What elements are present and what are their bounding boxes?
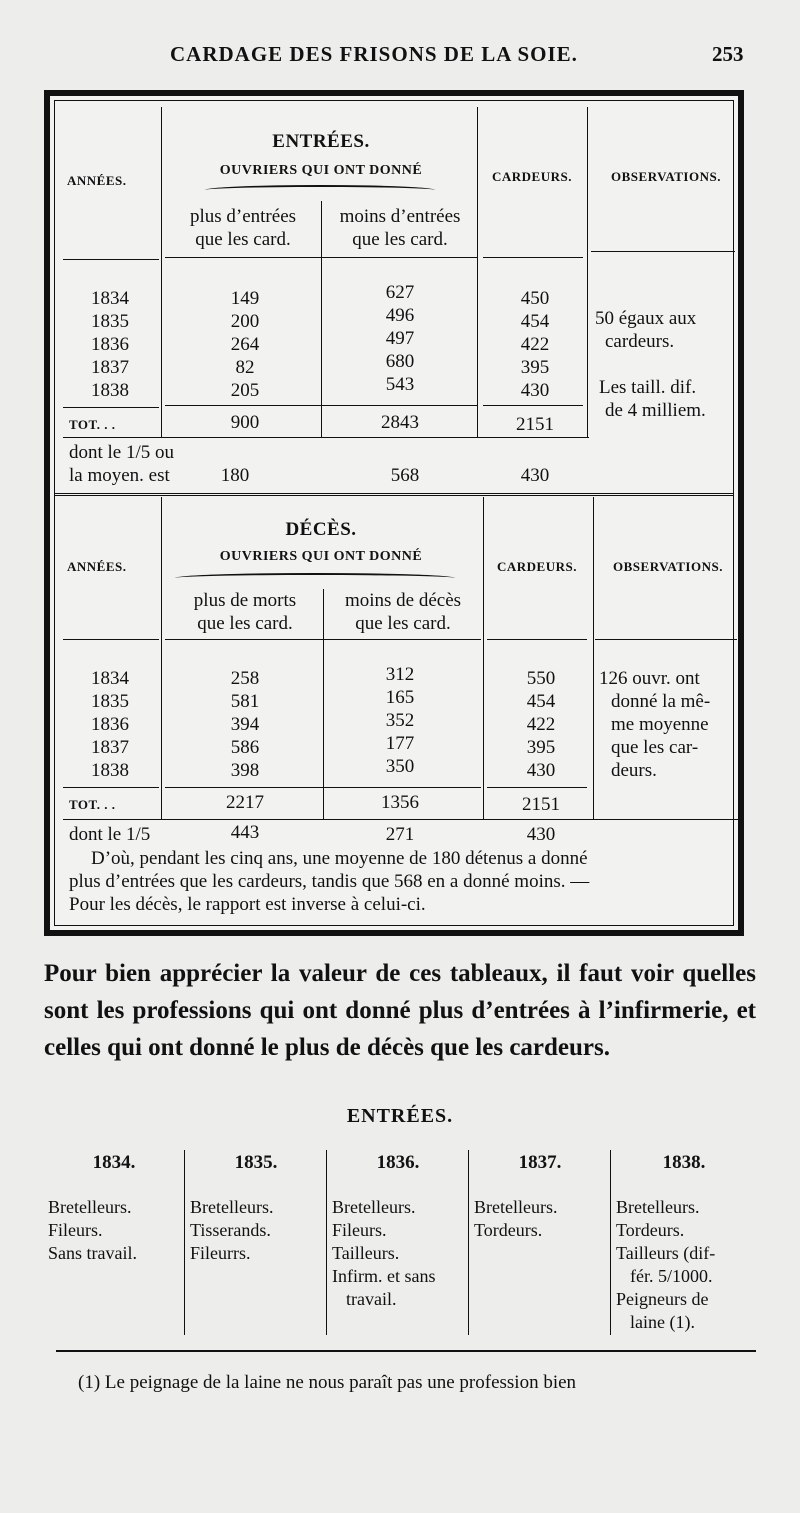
value-cell: 82 <box>235 357 255 378</box>
profession-item: Tordeurs. <box>474 1220 543 1240</box>
profession-item: fér. 5/1000. <box>630 1266 713 1286</box>
moyen-cardeurs: 430 <box>520 465 550 486</box>
value-cell: 454 <box>526 691 556 712</box>
running-header <box>0 36 800 76</box>
rule <box>487 639 587 640</box>
moyen-label-line2: la moyen. est <box>69 465 170 486</box>
value-cell: 586 <box>230 737 260 758</box>
sub-plus-line1: plus d’entrées <box>189 206 297 227</box>
year-cell: 1836 <box>91 334 129 355</box>
page-title: CARDAGE DES FRISONS DE LA SOIE. <box>170 42 578 66</box>
profession-item: Bretelleurs. <box>190 1197 274 1217</box>
deces-title: DÉCÈS. <box>285 519 357 540</box>
profession-item: Tailleurs. <box>332 1243 400 1263</box>
value-cell: 165 <box>385 687 415 708</box>
year-cell: 1834 <box>91 288 129 309</box>
col-observations: OBSERVATIONS. <box>611 169 721 184</box>
col-annees: ANNÉES. <box>67 173 127 188</box>
deces-observations <box>599 667 741 782</box>
column-divider <box>587 107 588 437</box>
value-cell: 550 <box>526 668 556 689</box>
profession-item: Tailleurs (dif- <box>616 1243 716 1263</box>
value-cell: 430 <box>520 380 550 401</box>
value-cell: 264 <box>230 334 260 355</box>
profession-item: Fileurs. <box>48 1220 103 1240</box>
entrees-observations <box>595 307 741 422</box>
deces-years <box>91 667 129 782</box>
value-cell: 454 <box>520 311 550 332</box>
group-brace <box>175 573 455 583</box>
sub-plus-morts <box>165 589 325 635</box>
value-cell: 422 <box>526 714 556 735</box>
rule <box>591 251 735 252</box>
column-divider <box>161 107 162 437</box>
observation-line: 50 égaux aux <box>595 308 697 329</box>
value-cell: 352 <box>385 710 415 731</box>
page-number: 253 <box>712 42 744 66</box>
deces-moins-values <box>355 663 445 778</box>
professions-column-1837 <box>470 1140 610 1335</box>
column-divider <box>161 497 162 819</box>
profession-item: Peigneurs de <box>616 1289 709 1309</box>
profession-item: Fileurs. <box>332 1220 387 1240</box>
deces-cardeurs-values <box>501 667 581 782</box>
observation-line: me moyenne <box>611 714 709 735</box>
value-cell: 627 <box>385 282 415 303</box>
conclusion-note <box>69 847 741 916</box>
entrees-table <box>55 101 733 493</box>
value-cell: 200 <box>230 311 260 332</box>
footnote-divider <box>56 1350 756 1352</box>
value-cell: 450 <box>520 288 550 309</box>
value-cell: 395 <box>526 737 556 758</box>
entrees-title: ENTRÉES. <box>272 131 370 152</box>
sub-plus-line2: que les card. <box>197 613 293 634</box>
year-cell: 1837 <box>91 737 129 758</box>
note-line: plus d’entrées que les cardeurs, tandis que 568 en a donné moins. — <box>69 871 590 892</box>
year-cell: 1835 <box>91 691 129 712</box>
column-divider <box>468 1150 469 1335</box>
value-cell: 543 <box>385 374 415 395</box>
year-heading: 1835. <box>234 1152 278 1173</box>
value-cell: 581 <box>230 691 260 712</box>
moyen-moins: 271 <box>385 824 415 845</box>
group-header: OUVRIERS QUI ONT DONNÉ <box>219 163 423 178</box>
year-cell: 1838 <box>91 380 129 401</box>
year-heading: 1834. <box>92 1152 136 1173</box>
column-divider <box>610 1150 611 1335</box>
moyen-label <box>69 441 174 487</box>
professions-column-1836 <box>328 1140 468 1335</box>
entrees-moins-values <box>355 281 445 396</box>
professions-column-1835 <box>186 1140 326 1335</box>
value-cell: 422 <box>520 334 550 355</box>
year-cell: 1834 <box>91 668 129 689</box>
rule <box>63 787 159 788</box>
total-cardeurs: 2151 <box>516 414 554 435</box>
group-brace <box>205 185 435 195</box>
column-divider <box>184 1150 185 1335</box>
sub-plus-line1: plus de morts <box>193 590 297 611</box>
sub-moins-line2: que les card. <box>355 613 451 634</box>
profession-item: Bretelleurs. <box>332 1197 416 1217</box>
col-cardeurs: CARDEURS. <box>492 169 572 184</box>
value-cell: 680 <box>385 351 415 372</box>
column-divider <box>593 497 594 819</box>
body-paragraph: Pour bien apprécier la valeur de ces tableaux, il faut voir quelles sont les professions qui ont donné plus d’entrées à l’infirmerie, et celles qui ont donné le plus de décès que les cardeurs. <box>44 960 756 1061</box>
moyen-plus: 180 <box>220 465 250 486</box>
deces-table <box>55 497 733 933</box>
column-divider <box>477 107 478 437</box>
professions-title: ENTRÉES. <box>346 1105 454 1127</box>
total-label: TOT. . . <box>69 797 116 812</box>
year-heading: 1838. <box>662 1152 706 1173</box>
column-divider <box>323 589 324 819</box>
profession-item: travail. <box>346 1289 397 1309</box>
column-divider <box>483 497 484 819</box>
statistics-frame <box>44 90 744 936</box>
value-cell: 497 <box>385 328 415 349</box>
moyen-plus: 443 <box>230 822 260 843</box>
rule <box>483 257 583 258</box>
value-cell: 177 <box>385 733 415 754</box>
sub-moins-entrees <box>323 205 477 251</box>
observation-line: de 4 milliem. <box>605 400 706 421</box>
profession-item: Sans travail. <box>48 1243 137 1263</box>
profession-item: laine (1). <box>630 1312 695 1332</box>
year-heading: 1837. <box>518 1152 562 1173</box>
note-line: Pour les décès, le rapport est inverse à celui-ci. <box>69 894 426 915</box>
section-divider <box>55 493 733 496</box>
group-header: OUVRIERS QUI ONT DONNÉ <box>219 549 423 564</box>
col-annees: ANNÉES. <box>67 559 127 574</box>
year-cell: 1837 <box>91 357 129 378</box>
year-cell: 1836 <box>91 714 129 735</box>
profession-list <box>616 1196 715 1334</box>
value-cell: 430 <box>526 760 556 781</box>
profession-item: Tordeurs. <box>616 1220 685 1240</box>
value-cell: 398 <box>230 760 260 781</box>
value-cell: 496 <box>385 305 415 326</box>
profession-item: Bretelleurs. <box>616 1197 700 1217</box>
profession-list <box>190 1196 273 1265</box>
observation-line: 126 ouvr. ont <box>599 668 700 689</box>
profession-list <box>332 1196 435 1311</box>
profession-item: Tisserands. <box>190 1220 271 1240</box>
year-cell: 1838 <box>91 760 129 781</box>
entrees-plus-values <box>205 287 285 402</box>
profession-list <box>48 1196 137 1265</box>
year-cell: 1835 <box>91 311 129 332</box>
col-observations: OBSERVATIONS. <box>613 559 723 574</box>
note-line: D’où, pendant les cinq ans, une moyenne de 180 détenus a donné <box>91 848 588 869</box>
value-cell: 395 <box>520 357 550 378</box>
deces-plus-values <box>205 667 285 782</box>
total-cardeurs: 2151 <box>522 794 560 815</box>
column-divider <box>326 1150 327 1335</box>
observation-line: que les car- <box>611 737 699 758</box>
col-cardeurs: CARDEURS. <box>497 559 577 574</box>
value-cell: 394 <box>230 714 260 735</box>
rule <box>487 787 587 788</box>
rule <box>483 405 583 406</box>
footnote: (1) Le peignage de la laine ne nous paraît pas une profession bien <box>78 1372 577 1393</box>
profession-item: Fileurrs. <box>190 1243 251 1263</box>
profession-item: Bretelleurs. <box>48 1197 132 1217</box>
rule <box>63 639 159 640</box>
rule <box>63 407 159 408</box>
column-divider <box>321 201 322 437</box>
total-plus: 900 <box>230 412 260 433</box>
sub-moins-line2: que les card. <box>352 229 448 250</box>
sub-moins-deces <box>325 589 481 635</box>
value-cell: 258 <box>230 668 260 689</box>
rule <box>63 437 589 438</box>
entrees-years <box>91 287 129 402</box>
moyen-cardeurs: 430 <box>526 824 556 845</box>
profession-item: Bretelleurs. <box>474 1197 558 1217</box>
value-cell: 312 <box>385 664 415 685</box>
total-plus: 2217 <box>226 792 264 813</box>
profession-list <box>474 1196 557 1242</box>
value-cell: 350 <box>385 756 415 777</box>
moyen-label-line1: dont le 1/5 ou <box>69 442 175 463</box>
rule <box>63 259 159 260</box>
profession-item: Infirm. et sans <box>332 1266 436 1286</box>
rule <box>595 639 737 640</box>
sub-moins-line1: moins de décès <box>344 590 462 611</box>
statistics-inner-border <box>54 100 734 926</box>
rule <box>63 819 743 820</box>
year-heading: 1836. <box>376 1152 420 1173</box>
total-moins: 1356 <box>381 792 419 813</box>
total-moins: 2843 <box>381 412 419 433</box>
observation-line: Les taill. dif. <box>599 377 697 398</box>
total-label: TOT. . . <box>69 417 116 432</box>
value-cell: 149 <box>230 288 260 309</box>
moyen-moins: 568 <box>390 465 420 486</box>
observation-line: cardeurs. <box>605 331 675 352</box>
observation-line: donné la mê- <box>611 691 711 712</box>
professions-table <box>44 1140 756 1335</box>
value-cell: 205 <box>230 380 260 401</box>
professions-column-1838 <box>612 1140 756 1335</box>
professions-column-1834 <box>44 1140 184 1335</box>
sub-plus-line2: que les card. <box>195 229 291 250</box>
entrees-cardeurs-values <box>495 287 575 402</box>
sub-moins-line1: moins d’entrées <box>339 206 461 227</box>
observation-line: deurs. <box>611 760 657 781</box>
moyen-label: dont le 1/5 <box>69 824 151 845</box>
sub-plus-entrees <box>165 205 321 251</box>
